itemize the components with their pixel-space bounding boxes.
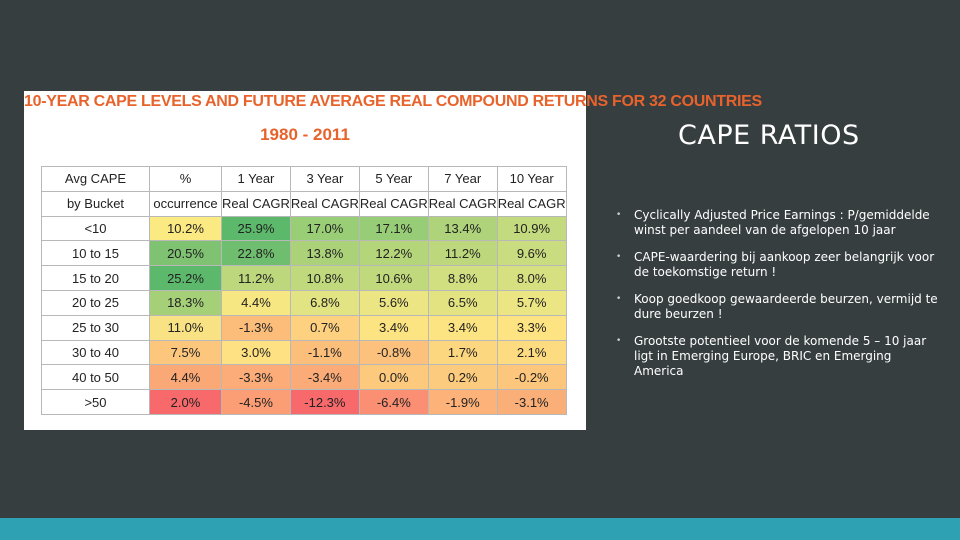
value-cell: 13.4% xyxy=(428,216,497,241)
value-cell: 2.0% xyxy=(150,390,222,415)
bucket-cell: 20 to 25 xyxy=(42,290,150,315)
value-cell: 1.7% xyxy=(428,340,497,365)
value-cell: 3.4% xyxy=(359,315,428,340)
value-cell: 8.8% xyxy=(428,266,497,291)
bullet-item xyxy=(612,250,942,280)
header-cell: Real CAGR xyxy=(359,191,428,216)
header-cell: occurrence xyxy=(150,191,222,216)
header-cell: Avg CAPE xyxy=(42,167,150,192)
table-row xyxy=(42,315,567,340)
bucket-cell: <10 xyxy=(42,216,150,241)
value-cell: -3.4% xyxy=(290,365,359,390)
bullet-marker: • xyxy=(616,336,622,346)
bucket-cell: 25 to 30 xyxy=(42,315,150,340)
header-cell: Real CAGR xyxy=(222,191,291,216)
value-cell: 18.3% xyxy=(150,290,222,315)
value-cell: 5.6% xyxy=(359,290,428,315)
bucket-cell: 15 to 20 xyxy=(42,266,150,291)
accent-bar xyxy=(0,518,960,540)
value-cell: 8.0% xyxy=(497,266,566,291)
table-row xyxy=(42,290,567,315)
value-cell: 6.8% xyxy=(290,290,359,315)
header-cell: % xyxy=(150,167,222,192)
value-cell: -0.8% xyxy=(359,340,428,365)
header-cell: Real CAGR xyxy=(497,191,566,216)
bullet-text: CAPE-waardering bij aankoop zeer belangrijk voor de toekomstige return ! xyxy=(634,250,935,279)
value-cell: -3.3% xyxy=(222,365,291,390)
bullet-text: Grootste potentieel voor de komende 5 – 10 jaar ligt in Emerging Europe, BRIC en Emerging America xyxy=(634,334,927,378)
value-cell: 9.6% xyxy=(497,241,566,266)
value-cell: 25.2% xyxy=(150,266,222,291)
value-cell: 3.4% xyxy=(428,315,497,340)
header-cell: 7 Year xyxy=(428,167,497,192)
value-cell: -3.1% xyxy=(497,390,566,415)
value-cell: 22.8% xyxy=(222,241,291,266)
value-cell: 0.0% xyxy=(359,365,428,390)
header-row-1 xyxy=(42,167,567,192)
table-row xyxy=(42,216,567,241)
table-row xyxy=(42,241,567,266)
bullet-list xyxy=(612,208,942,391)
value-cell: 17.0% xyxy=(290,216,359,241)
value-cell: 12.2% xyxy=(359,241,428,266)
header-cell: 5 Year xyxy=(359,167,428,192)
value-cell: 2.1% xyxy=(497,340,566,365)
table-row xyxy=(42,340,567,365)
value-cell: -12.3% xyxy=(290,390,359,415)
slide-title: CAPE RATIOS xyxy=(678,120,860,151)
header-cell: Real CAGR xyxy=(428,191,497,216)
value-cell: 11.2% xyxy=(222,266,291,291)
table-row xyxy=(42,266,567,291)
value-cell: 10.2% xyxy=(150,216,222,241)
value-cell: 4.4% xyxy=(150,365,222,390)
value-cell: 7.5% xyxy=(150,340,222,365)
bullet-text: Cyclically Adjusted Price Earnings : P/gemiddelde winst per aandeel van de afgelopen 10 jaar xyxy=(634,208,930,237)
value-cell: -1.3% xyxy=(222,315,291,340)
value-cell: 6.5% xyxy=(428,290,497,315)
value-cell: -6.4% xyxy=(359,390,428,415)
table-row xyxy=(42,390,567,415)
header-cell: Real CAGR xyxy=(290,191,359,216)
value-cell: 10.8% xyxy=(290,266,359,291)
bullet-marker: • xyxy=(616,210,622,220)
value-cell: 10.6% xyxy=(359,266,428,291)
value-cell: 0.2% xyxy=(428,365,497,390)
bucket-cell: >50 xyxy=(42,390,150,415)
header-cell: 1 Year xyxy=(222,167,291,192)
bullet-item xyxy=(612,208,942,238)
value-cell: 4.4% xyxy=(222,290,291,315)
bucket-cell: 40 to 50 xyxy=(42,365,150,390)
bullet-marker: • xyxy=(616,294,622,304)
value-cell: 5.7% xyxy=(497,290,566,315)
value-cell: 17.1% xyxy=(359,216,428,241)
value-cell: 20.5% xyxy=(150,241,222,266)
value-cell: 11.0% xyxy=(150,315,222,340)
value-cell: 3.0% xyxy=(222,340,291,365)
bullet-marker: • xyxy=(616,252,622,262)
table-row xyxy=(42,365,567,390)
header-row-2 xyxy=(42,191,567,216)
header-cell: by Bucket xyxy=(42,191,150,216)
bucket-cell: 10 to 15 xyxy=(42,241,150,266)
table-title: 10-YEAR CAPE LEVELS AND FUTURE AVERAGE REAL COMPOUND RETURNS FOR 32 COUNTRIES xyxy=(24,93,762,110)
header-cell: 10 Year xyxy=(497,167,566,192)
header-cell: 3 Year xyxy=(290,167,359,192)
value-cell: -4.5% xyxy=(222,390,291,415)
value-cell: -0.2% xyxy=(497,365,566,390)
value-cell: -1.1% xyxy=(290,340,359,365)
cape-table-image xyxy=(24,91,762,430)
value-cell: 10.9% xyxy=(497,216,566,241)
table-years: 1980 - 2011 xyxy=(260,125,350,144)
bullet-item xyxy=(612,334,942,379)
bullet-item xyxy=(612,292,942,322)
value-cell: 3.3% xyxy=(497,315,566,340)
value-cell: -1.9% xyxy=(428,390,497,415)
value-cell: 13.8% xyxy=(290,241,359,266)
bullet-text: Koop goedkoop gewaardeerde beurzen, vermijd te dure beurzen ! xyxy=(634,292,938,321)
cape-returns-table xyxy=(41,166,567,415)
value-cell: 25.9% xyxy=(222,216,291,241)
value-cell: 0.7% xyxy=(290,315,359,340)
value-cell: 11.2% xyxy=(428,241,497,266)
bucket-cell: 30 to 40 xyxy=(42,340,150,365)
